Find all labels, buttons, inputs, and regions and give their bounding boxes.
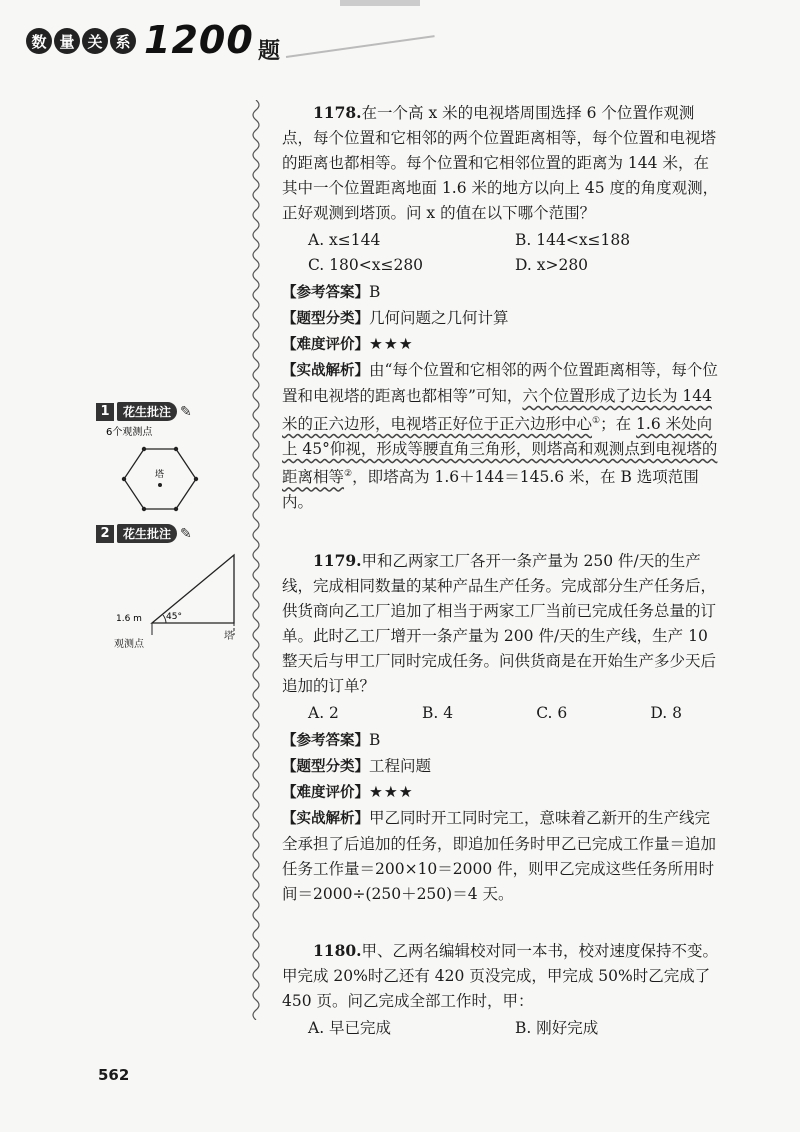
options: [308, 701, 682, 726]
analysis-body: 甲乙同时开工同时完工，意味着乙新开的生产线完全承担了后追加的任务，即追加任务时甲乙已完成工作量＝追加任务工作量＝200×10＝2000 件，则甲乙完成这些任务所用时间＝2000÷(250＋250)＝4 天。: [282, 809, 717, 903]
pencil-icon: ✎: [180, 403, 192, 420]
analysis-text: [282, 806, 722, 907]
difficulty-line: [282, 332, 722, 358]
header-bubble: 量: [54, 28, 80, 54]
analysis-part: ；在: [600, 415, 637, 434]
answer-tag: 【参考答案】: [282, 285, 369, 301]
answer-line: [282, 728, 722, 754]
observe-point: [142, 507, 146, 511]
answer-value: B: [369, 731, 381, 749]
category-line: [282, 754, 722, 780]
analysis-highlight-2: 1.6 米处向上 45°仰视，形成等腰直角三角形，则塔高和观测点到电视塔的距离相等: [282, 415, 718, 487]
height-label: 1.6 m: [116, 614, 142, 624]
angle-label: 45°: [166, 612, 182, 622]
pencil-icon: ✎: [180, 525, 192, 542]
tower-label: 塔: [155, 470, 165, 480]
header-bubble: 关: [82, 28, 108, 54]
option-c: C. 6: [536, 704, 568, 722]
tower-label: 塔: [224, 631, 234, 642]
tower-point: [158, 483, 162, 487]
note-label: 花生批注: [117, 524, 177, 543]
options: [308, 228, 722, 278]
side-note-1: [96, 402, 236, 527]
option-a: A. 2: [308, 704, 339, 722]
difficulty-tag: 【难度评价】: [282, 337, 369, 353]
question-text: [282, 938, 722, 1014]
option-b: B. 4: [422, 704, 454, 722]
hexagon-diagram: [96, 423, 236, 523]
difficulty-line: [282, 780, 722, 806]
option-b: B. 144<x≤188: [515, 231, 631, 249]
category-tag: 【题型分类】: [282, 311, 369, 327]
note-number: 2: [96, 525, 114, 543]
top-tab-decoration: [340, 0, 420, 6]
analysis-highlight-1: 六个位置形成了边长为 144 米的正六边形，电视塔正好位于正六边形中心: [282, 387, 712, 434]
question-text: [282, 548, 722, 699]
difficulty-tag: 【难度评价】: [282, 785, 369, 801]
note-label: 花生批注: [117, 402, 177, 421]
observer-label: 观测点: [114, 639, 144, 650]
analysis-tag: 【实战解析】: [282, 811, 369, 827]
header-bubble: 数: [26, 28, 52, 54]
question-number: 1179.: [313, 551, 362, 570]
hexagon-caption: 6个观测点: [106, 427, 153, 438]
question-1179: [282, 548, 722, 907]
category-tag: 【题型分类】: [282, 759, 369, 775]
category-line: [282, 306, 722, 332]
book-header: [26, 18, 466, 68]
header-title-bubbles: [26, 28, 136, 54]
note-badge: [96, 402, 236, 421]
header-suffix: 题: [258, 39, 281, 64]
answer-line: [282, 280, 722, 306]
question-body: 在一个高 x 米的电视塔周围选择 6 个位置作观测点，每个位置和它相邻的两个位置距离相等，每个位置和电视塔的距离也都相等。每个位置和它相邻位置的距离为 144 米，在其中一个位置距离地面 1.6 米的地方以向上 45 度的角度观测，正好观测到塔顶。问 x 的值在以下哪个范围？: [282, 104, 719, 222]
answer-tag: 【参考答案】: [282, 733, 369, 749]
observe-point: [194, 477, 198, 481]
triangle-labels: [96, 631, 236, 653]
option-d: D. 8: [650, 704, 682, 722]
header-divider: [286, 35, 435, 58]
footnote-ref-1: ①: [592, 416, 601, 426]
option-b: B. 刚好完成: [515, 1019, 599, 1037]
page-number: 562: [98, 1066, 130, 1084]
analysis-text: [282, 358, 722, 515]
option-d: D. x>280: [515, 256, 589, 274]
question-number: 1178.: [313, 103, 362, 122]
question-body: 甲和乙两家工厂各开一条产量为 250 件/天的生产线，完成相同数量的某种产品生产任务。完成部分生产任务后，供货商向乙工厂追加了相当于两家工厂当前已完成任务总量的订单。此时乙工厂增开一条产量为 200 件/天的生产线，生产 10 整天后与甲工厂同时完成任务。问供货商是在开始生产多少天后追加的订单？: [282, 552, 717, 695]
header-number: 1200: [144, 18, 254, 62]
observe-point: [174, 447, 178, 451]
analysis-tag: 【实战解析】: [282, 363, 369, 379]
observe-point: [174, 507, 178, 511]
analysis-part: 由“每个位置和它相邻的两个位置距离相等，每个位置和电视塔的距离也都相等”可知，: [282, 361, 718, 405]
answer-value: B: [369, 283, 381, 301]
option-a: A. 早已完成: [308, 1019, 392, 1037]
difficulty-stars: ★★★: [369, 783, 414, 801]
analysis-part: ，即塔高为 1.6＋144＝145.6 米，在 B 选项范围内。: [282, 468, 699, 512]
observe-point: [142, 447, 146, 451]
category-value: 工程问题: [369, 757, 432, 775]
side-note-2: [96, 524, 236, 653]
footnote-ref-2: ②: [344, 469, 353, 480]
triangle-diagram: [114, 545, 264, 635]
triangle-shape: [152, 555, 234, 623]
observe-point: [122, 477, 126, 481]
question-body: 甲、乙两名编辑校对同一本书，校对速度保持不变。甲完成 20%时乙还有 420 页没完成，甲完成 50%时乙完成了 450 页。问乙完成全部工作时，甲：: [282, 942, 719, 1010]
question-number: 1180.: [313, 941, 362, 960]
option-c: C. 180<x≤280: [308, 256, 424, 274]
question-text: [282, 100, 722, 226]
question-1180: [282, 938, 722, 1043]
question-1178: [282, 100, 722, 515]
difficulty-stars: ★★★: [369, 335, 414, 353]
note-number: 1: [96, 403, 114, 421]
option-a: A. x≤144: [308, 231, 381, 249]
note-badge: [96, 524, 236, 543]
header-bubble: 系: [110, 28, 136, 54]
options: [308, 1016, 722, 1041]
category-value: 几何问题之几何计算: [369, 309, 509, 327]
